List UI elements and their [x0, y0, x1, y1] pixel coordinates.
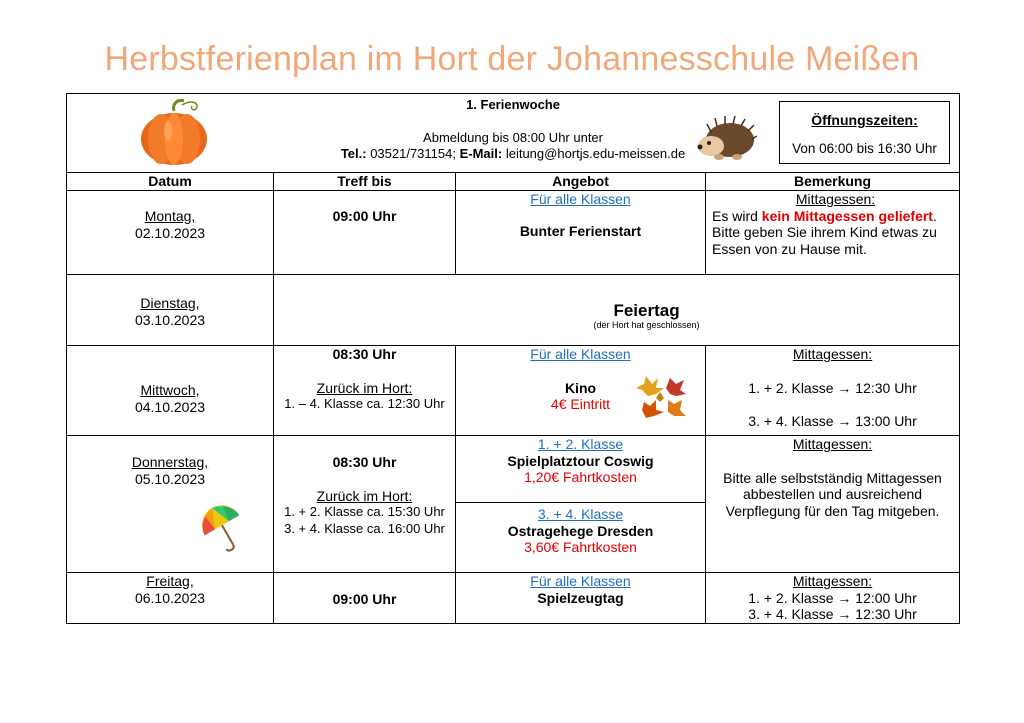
return-label: Zurück im Hort:: [316, 379, 413, 396]
activity: Ostragehege Dresden: [507, 522, 654, 539]
return-time: 3. + 4. Klasse ca. 16:00 Uhr: [284, 520, 445, 536]
col-treff: Treff bis: [274, 173, 456, 191]
date-cell: [67, 573, 274, 624]
col-bemerkung: Bemerkung: [706, 173, 960, 191]
table-row: [67, 346, 960, 436]
opening-title: Öffnungszeiten:: [811, 112, 918, 128]
treff-cell: [274, 191, 456, 275]
holiday-cell: [274, 275, 960, 346]
tel-label: Tel.:: [340, 146, 367, 161]
note-label: Mittagessen:: [792, 573, 873, 589]
date-label: 03.10.2023: [134, 311, 206, 328]
offer-cell: [456, 573, 706, 624]
note-label: Mittagessen:: [792, 346, 873, 362]
note-text: [712, 208, 959, 258]
note-line: 1. + 2. Klasse → 12:30 Uhr: [748, 379, 917, 396]
day-label: Dienstag,: [140, 295, 200, 311]
group-link[interactable]: Für alle Klassen: [530, 573, 631, 589]
note-cell: [706, 191, 960, 275]
treff-cell: [274, 573, 456, 624]
activity: Kino: [564, 379, 597, 396]
column-header-row: [67, 173, 960, 191]
offer-cell: [456, 436, 706, 573]
note-line: 3. + 4. Klasse → 12:30 Uhr: [748, 606, 917, 622]
cost: 3,60€ Fahrtkosten: [524, 539, 637, 555]
activity: Spielzeugtag: [537, 589, 624, 606]
tel-value: 03521/731154;: [366, 146, 460, 161]
return-label: Zurück im Hort:: [316, 487, 413, 504]
note-red: kein Mittagessen geliefert: [761, 207, 933, 224]
treff-time: 09:00 Uhr: [332, 591, 397, 607]
treff-time: 08:30 Uhr: [332, 346, 397, 362]
day-label: Donnerstag,: [131, 454, 209, 470]
group-link[interactable]: Für alle Klassen: [530, 346, 631, 362]
activity: Bunter Ferienstart: [519, 222, 642, 239]
opening-value: Von 06:00 bis 16:30 Uhr: [792, 141, 937, 156]
email-value: leitung@hortjs.edu-meissen.de: [502, 146, 686, 161]
note-cell: [706, 573, 960, 624]
note-line: 1. + 2. Klasse → 12:00 Uhr: [748, 589, 917, 606]
week-title: 1. Ferienwoche: [466, 97, 560, 112]
group-link[interactable]: 3. + 4. Klasse: [537, 506, 624, 522]
table-row: [67, 573, 960, 624]
note-rest: Bitte geben Sie ihrem Kind etwas zu Essen von zu Hause mit.: [712, 224, 937, 257]
treff-time: 08:30 Uhr: [332, 454, 397, 470]
note-label: Mittagessen:: [795, 191, 876, 207]
opening-hours-box: [779, 101, 950, 164]
hedgehog-icon: [697, 114, 757, 162]
col-datum: Datum: [67, 173, 274, 191]
treff-time: 09:00 Uhr: [332, 208, 397, 224]
offer-a: [456, 436, 705, 503]
email-label: E-Mail:: [459, 146, 503, 161]
note-cell: [706, 346, 960, 436]
deregister-text: Abmeldung bis 08:00 Uhr unter: [423, 129, 603, 145]
treff-cell: [274, 346, 456, 436]
day-label: Freitag,: [146, 573, 194, 589]
autumn-leaves-icon: [634, 372, 688, 422]
note-label: Mittagessen:: [792, 436, 873, 452]
holiday-note: (der Hort hat geschlossen): [593, 320, 700, 330]
table-row: [67, 275, 960, 346]
holiday-title: Feiertag: [613, 301, 680, 320]
col-angebot: Angebot: [456, 173, 706, 191]
pumpkin-icon: [134, 97, 214, 167]
cost: 4€ Eintritt: [550, 396, 611, 412]
table-row: [67, 191, 960, 275]
offer-b: [456, 503, 705, 556]
note-text: Bitte alle selbstständig Mittagessen abbestellen und ausreichend Verpflegung für den Tag mitgeben.: [723, 469, 942, 519]
day-label: Mittwoch,: [140, 382, 200, 398]
treff-cell: [274, 436, 456, 573]
date-label: 02.10.2023: [134, 224, 206, 241]
activity: Spielplatztour Coswig: [507, 452, 654, 469]
day-label: Montag,: [144, 208, 196, 224]
date-cell: [67, 191, 274, 275]
note-line: 3. + 4. Klasse → 13:00 Uhr: [748, 413, 917, 429]
date-label: 06.10.2023: [134, 589, 206, 606]
return-time: 1. + 2. Klasse ca. 15:30 Uhr: [284, 504, 445, 519]
date-cell: [67, 275, 274, 346]
date-label: 05.10.2023: [134, 470, 206, 487]
note-pre: Es wird: [712, 207, 762, 224]
page-title: Herbstferienplan im Hort der Johannesschule Meißen: [104, 40, 920, 78]
group-link[interactable]: 1. + 2. Klasse: [537, 436, 624, 452]
date-cell: [67, 346, 274, 436]
date-label: 04.10.2023: [134, 398, 206, 415]
note-post: .: [932, 207, 937, 224]
cost: 1,20€ Fahrtkosten: [524, 469, 637, 485]
group-link[interactable]: Für alle Klassen: [530, 191, 631, 207]
offer-cell: [456, 191, 706, 275]
note-cell: [706, 436, 960, 573]
umbrella-icon: [199, 503, 247, 553]
return-time: 1. – 4. Klasse ca. 12:30 Uhr: [284, 396, 445, 411]
